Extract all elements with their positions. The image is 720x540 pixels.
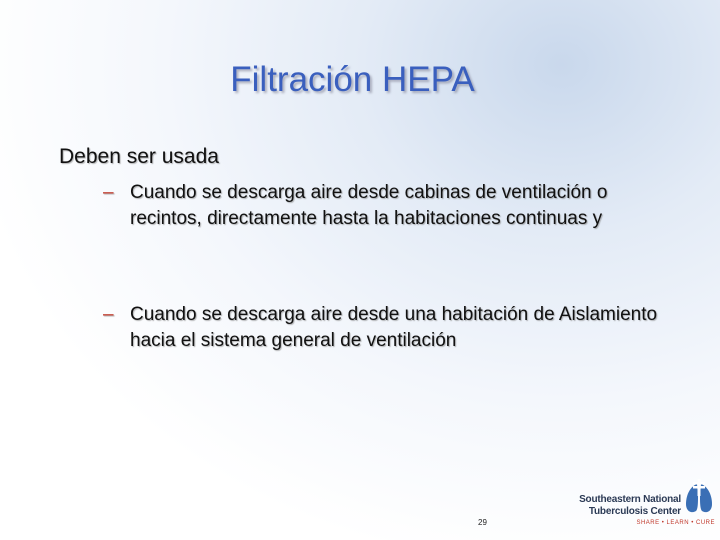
bullet-text: Cuando se descarga aire desde cabinas de ventilación o recintos, directamente hasta la habitaciones continuas y — [130, 182, 608, 229]
logo-line-2: Tuberculosis Center — [588, 506, 681, 517]
sntc-logo — [545, 478, 715, 530]
page-number: 29 — [478, 518, 487, 527]
bullet-item — [103, 180, 683, 232]
bullet-text: Cuando se descarga aire desde una habitación de Aislamiento hacia el sistema general de ventilación — [130, 304, 658, 351]
slide-title: Filtración HEPA — [230, 60, 475, 99]
logo-tagline: SHARE • LEARN • CURE — [636, 520, 715, 526]
lead-text: Deben ser usada — [59, 145, 219, 168]
bullet-dash: – — [103, 182, 114, 203]
logo-line-1: Southeastern National — [579, 494, 681, 505]
bullet-dash: – — [103, 304, 114, 325]
lungs-cross-icon — [683, 478, 715, 518]
bullet-item — [103, 302, 683, 354]
